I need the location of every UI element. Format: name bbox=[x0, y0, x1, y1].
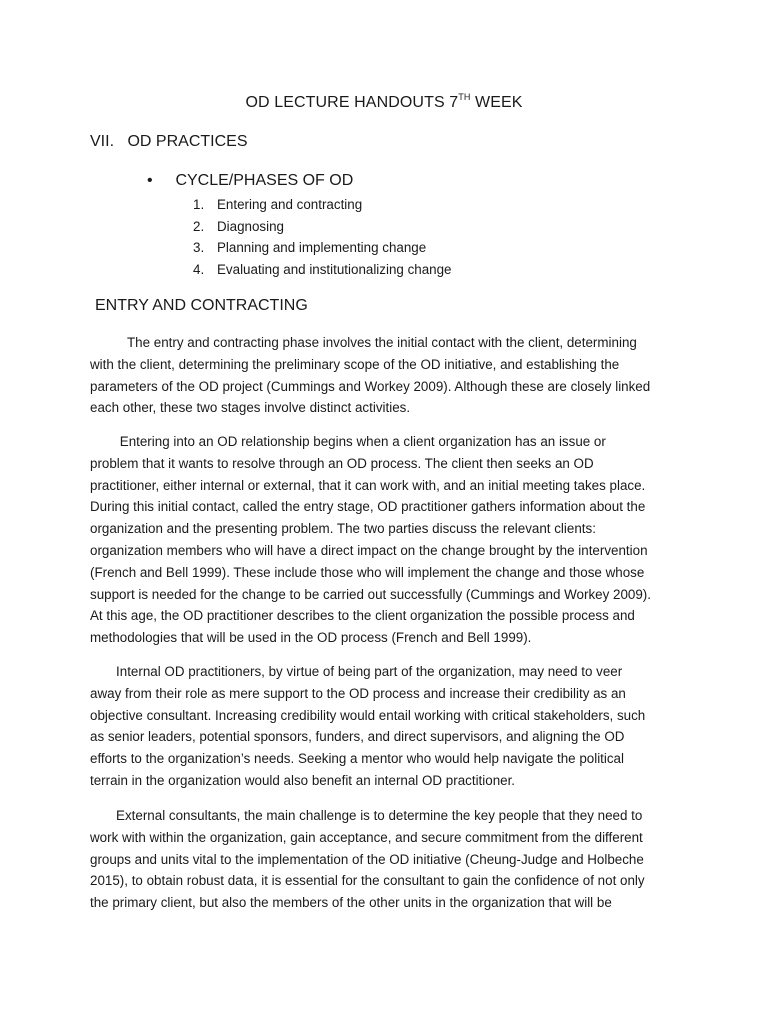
list-item bbox=[193, 239, 452, 261]
bullet-item bbox=[147, 172, 353, 190]
paragraph-line: parameters of the OD project (Cummings and Workey 2009). Although these are closely linked bbox=[90, 378, 651, 394]
paragraph-line: methodologies that will be used in the OD process (French and Bell 1999). bbox=[90, 630, 532, 646]
paragraph-line: organization members who will have a direct impact on the change brought by the intervention bbox=[90, 542, 648, 558]
list-item bbox=[193, 196, 452, 218]
paragraph-line: groups and units vital to the implementation of the OD initiative (Cheung-Judge and Holbeche bbox=[90, 851, 644, 867]
list-number: 4. bbox=[193, 262, 205, 278]
list-label: Entering and contracting bbox=[217, 197, 363, 212]
section-heading bbox=[90, 133, 247, 151]
title-superscript: TH bbox=[458, 92, 471, 102]
paragraph-line: terrain in the organization would also benefit an internal OD practitioner. bbox=[90, 772, 516, 788]
paragraph bbox=[90, 661, 690, 792]
list-number: 3. bbox=[193, 240, 205, 256]
paragraph-line: the primary client, but also the members of the other units in the organization that will be bbox=[90, 895, 612, 911]
bullet-label: CYCLE/PHASES OF OD bbox=[175, 172, 354, 189]
paragraph-line: efforts to the organization’s needs. Seeking a mentor who would help navigate the political bbox=[90, 751, 624, 767]
list-label: Planning and implementing change bbox=[217, 240, 427, 256]
paragraph bbox=[90, 431, 690, 649]
paragraph-line: At this age, the OD practitioner describes to the client organization the possible process and bbox=[90, 608, 635, 624]
paragraph-line: The entry and contracting phase involves the initial contact with the client, determining bbox=[90, 335, 637, 350]
paragraph-line: 2015), to obtain robust data, it is essential for the consultant to gain the confidence of not only bbox=[90, 873, 645, 889]
paragraph-line: practitioner, either internal or external, that it can work with, and an initial meeting takes place. bbox=[90, 477, 646, 493]
paragraph-line: During this initial contact, called the entry stage, OD practitioner gathers information about the bbox=[90, 499, 646, 515]
paragraph-line: External consultants, the main challenge is to determine the key people that they need to bbox=[90, 808, 643, 823]
list-label: Diagnosing bbox=[217, 218, 284, 234]
paragraph-line: problem that it wants to resolve through an OD process. The client then seeks an OD bbox=[90, 455, 594, 471]
paragraph bbox=[90, 332, 690, 419]
paragraph-line: each other, these two stages involve distinct activities. bbox=[90, 400, 411, 416]
list-label: Evaluating and institutionalizing change bbox=[217, 262, 452, 278]
list-item bbox=[193, 261, 452, 283]
section-number: VII. bbox=[90, 133, 115, 150]
bullet-icon: • bbox=[147, 172, 153, 189]
document-title bbox=[0, 94, 768, 112]
paragraph-line: with the client, determining the preliminary scope of the OD initiative, and establishing the bbox=[90, 356, 620, 372]
paragraph-line: objective consultant. Increasing credibility would entail working with critical stakeholders, such bbox=[90, 707, 646, 723]
subsection-heading: ENTRY AND CONTRACTING bbox=[95, 297, 308, 314]
list-item bbox=[193, 218, 452, 240]
title-tail: WEEK bbox=[470, 94, 523, 111]
paragraph-line: as senior leaders, potential sponsors, funders, and direct supervisors, and aligning the OD bbox=[90, 729, 625, 745]
paragraph bbox=[90, 805, 690, 914]
list-number: 2. bbox=[193, 218, 205, 234]
paragraph-line: work with within the organization, gain acceptance, and secure commitment from the different bbox=[90, 829, 643, 845]
section-label: OD PRACTICES bbox=[127, 133, 248, 150]
phase-list bbox=[193, 196, 452, 283]
paragraph-line: Internal OD practitioners, by virtue of being part of the organization, may need to veer bbox=[90, 664, 623, 679]
title-main: OD LECTURE HANDOUTS 7 bbox=[245, 94, 459, 111]
paragraph-line: organization and the presenting problem. The two parties discuss the relevant clients: bbox=[90, 521, 596, 537]
paragraph-line: Entering into an OD relationship begins when a client organization has an issue or bbox=[90, 434, 606, 449]
list-number: 1. bbox=[193, 197, 205, 212]
paragraph-line: away from their role as mere support to the OD process and increase their credibility as an bbox=[90, 685, 626, 701]
paragraph-line: (French and Bell 1999). These include those who will implement the change and those whose bbox=[90, 564, 645, 580]
paragraph-line: support is needed for the change to be carried out successfully (Cummings and Workey 2009). bbox=[90, 586, 651, 602]
